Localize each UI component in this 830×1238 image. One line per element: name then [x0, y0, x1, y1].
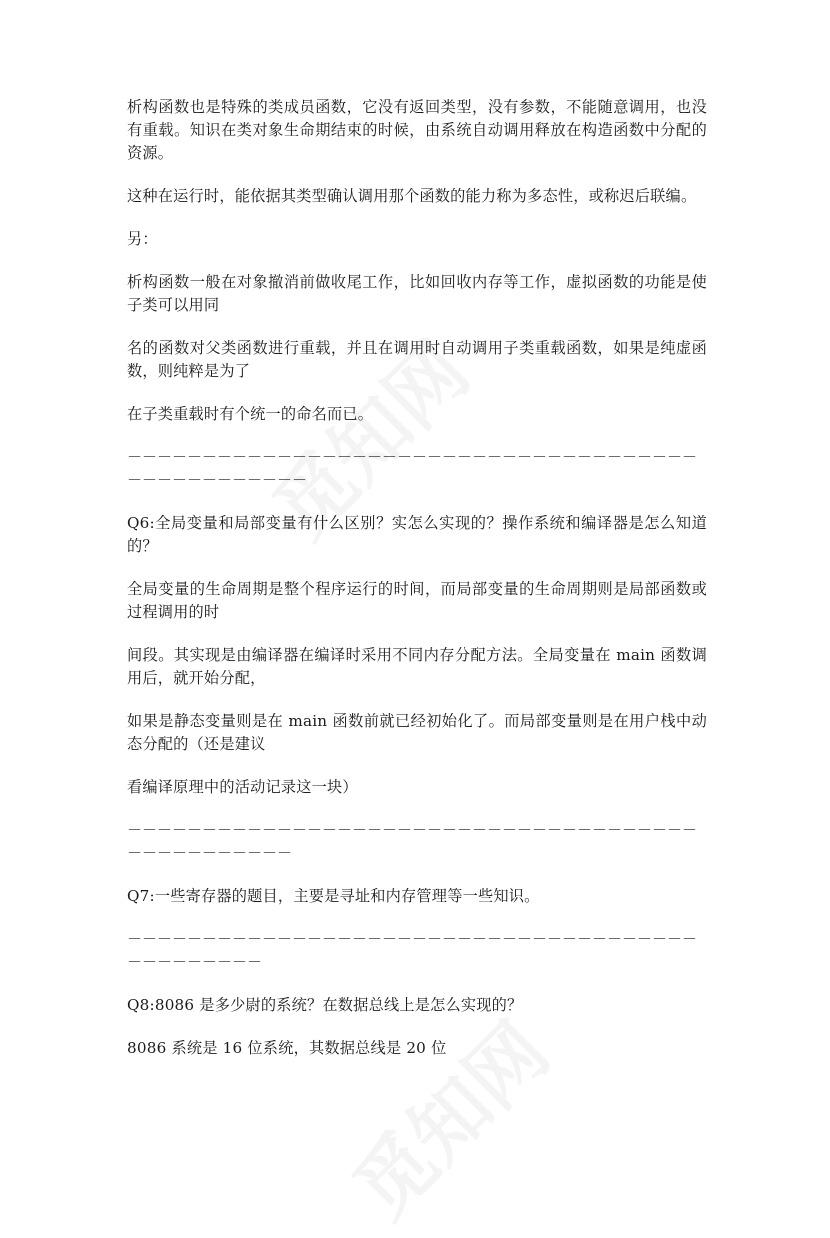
question-q6: Q6:全局变量和局部变量有什么区别？实怎么实现的？操作系统和编译器是怎么知道的？ [127, 514, 707, 555]
paragraph-global-local-1: 全局变量的生命周期是整个程序运行的时间，而局部变量的生命周期则是局部函数或过程调用的时 [127, 580, 707, 621]
document-body [127, 96, 707, 1080]
separator-line: －－－－－－－－－－－－－－－－－－－－－－－－－－－－－－－－－－－－－－－－－－－－－－－－－－ [127, 448, 698, 489]
paragraph-polymorphism: 这种在运行时，能依据其类型确认调用那个函数的能力称为多态性，或称迟后联编。 [127, 187, 697, 205]
separator-line: －－－－－－－－－－－－－－－－－－－－－－－－－－－－－－－－－－－－－－－－－－－－－－－ [127, 930, 698, 971]
question-q8: Q8:8086 是多少尉的系统？在数据总线上是怎么实现的？ [127, 996, 523, 1014]
paragraph-other-label: 另： [127, 230, 158, 248]
paragraph-global-local-2: 间段。其实现是由编译器在编译时采用不同内存分配方法。全局变量在 main 函数调用后，就开始分配， [127, 646, 707, 687]
paragraph-global-local-3: 如果是静态变量则是在 main 函数前就已经初始化了。而局部变量则是在用户栈中动态分配的（还是建议 [127, 712, 707, 753]
paragraph-destructor-intro: 析构函数也是特殊的类成员函数，它没有返回类型，没有参数，不能随意调用，也没有重载。知识在类对象生命期结束的时候，由系统自动调用释放在构造函数中分配的资源。 [127, 98, 707, 162]
question-q7: Q7:一些寄存器的题目，主要是寻址和内存管理等一些知识。 [127, 887, 540, 905]
paragraph-override: 名的函数对父类函数进行重载，并且在调用时自动调用子类重载函数，如果是纯虚函数，则纯粹是为了 [127, 339, 707, 380]
paragraph-global-local-4: 看编译原理中的活动记录这一块） [127, 778, 358, 796]
separator-line: －－－－－－－－－－－－－－－－－－－－－－－－－－－－－－－－－－－－－－－－－－－－－－－－－ [127, 821, 698, 862]
paragraph-8086-answer: 8086 系统是 16 位系统，其数据总线是 20 位 [127, 1039, 447, 1057]
paragraph-naming: 在子类重载时有个统一的命名而已。 [127, 405, 374, 423]
paragraph-destructor-virtual: 析构函数一般在对象撤消前做收尾工作，比如回收内存等工作，虚拟函数的功能是使子类可以用同 [127, 273, 707, 314]
